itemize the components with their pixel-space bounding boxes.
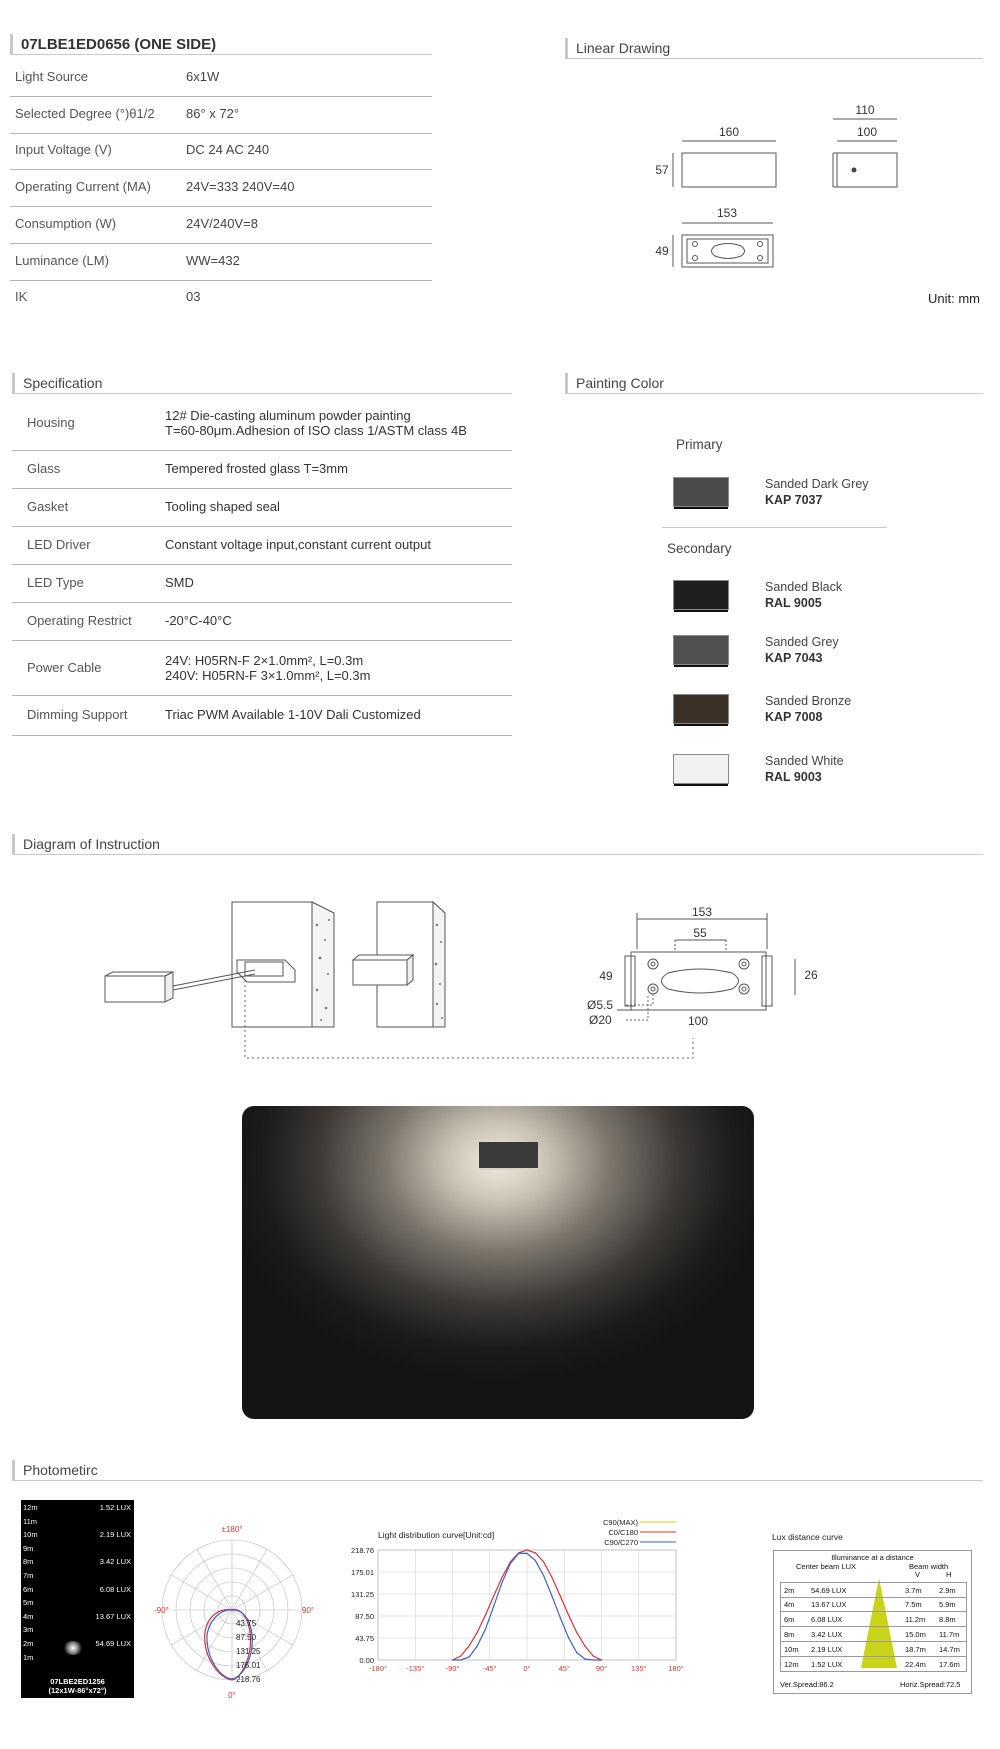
polar-ring-5: 218.76 [236,1675,261,1684]
illum-v: 7.5m [905,1600,922,1609]
instruction-title [12,834,160,854]
color-code: KAP 7037 [765,493,823,507]
series-point [576,1652,577,1653]
y-tick-label: 175.01 [351,1568,374,1577]
chart-legend [603,1518,676,1547]
product-row-label: Selected Degree (°)θ1/2 [15,105,155,121]
polar-bottom-label: 0° [228,1691,236,1700]
illum-h: 2.9m [939,1586,956,1595]
y-tick-label: 218.76 [351,1546,374,1555]
spec-row-label: Glass [27,461,61,476]
color-name: Sanded Bronze [765,694,852,708]
lux-curve-title: Lux distance curve [772,1532,843,1542]
chart-title: Light distribution curve[Unit:cd] [378,1530,495,1540]
spec-row-value-line1: Constant voltage input,constant current output [165,537,431,552]
dim-front-h: 57 [655,163,669,177]
lux-value-label: 2.19 LUX [99,1530,131,1539]
product-row-value: WW=432 [186,252,240,268]
x-tick-label: -45° [482,1664,497,1673]
series-point [593,1659,594,1660]
photometric-title [12,1460,98,1480]
spec-row-value-line1: Tooling shaped seal [165,499,280,514]
series-point [477,1632,478,1633]
spec-row-value [165,537,431,552]
hole-leader-1 [626,992,653,1005]
dim-side-inner: 100 [856,125,878,139]
product-row [10,59,432,97]
color-swatch [673,580,729,610]
color-swatch [673,754,729,784]
illum-row [780,1582,967,1598]
lux-value-label: 54.69 LUX [95,1639,131,1648]
color-name: Sanded Dark Grey [765,477,869,491]
spec-row-value-line2: 240V: H05RN-F 3×1.0mm², L=0.3m [165,667,371,683]
y-tick-label: 131.25 [351,1590,374,1599]
product-title-bar [10,34,216,54]
illum-lux: 13.67 LUX [811,1600,847,1609]
legend-label: C90(MAX) [602,1518,638,1527]
lux-distance-label: 11m [23,1516,38,1526]
polar-ring-3: 131.25 [236,1647,261,1656]
series-point [477,1645,478,1646]
lux-distance-label: 9m [23,1543,34,1553]
x-tick-label: 90° [595,1664,608,1673]
series-point [543,1575,544,1576]
product-row-label: IK [15,289,28,305]
polar-ring-1: 43.75 [236,1619,257,1628]
y-tick-label: 87.50 [355,1612,374,1621]
series-point [485,1628,486,1629]
color-swatch-label [765,476,869,508]
spec-row-label: Power Cable [27,659,102,675]
hole-leader-2 [626,995,648,1020]
polar-ring-4: 175.01 [236,1661,261,1670]
spec-row-value-line1: 12# Die-casting aluminum powder painting [165,407,411,423]
plate-view [673,223,773,267]
product-row [10,132,432,170]
series-point [485,1614,486,1615]
spec-row [12,450,512,489]
product-row [10,96,432,134]
color-name: Sanded Grey [765,635,839,649]
color-swatch-label [765,634,839,666]
spec-row-value-line1: -20°C-40°C [165,613,232,628]
product-row-label: Light Source [15,69,88,84]
spec-row-value-line1: Tempered frosted glass T=3mm [165,461,348,476]
product-row-value: 24V=333 240V=40 [186,179,295,195]
legend-label: C0/C180 [608,1528,638,1537]
dim-instr-hole1: Ø5.5 [587,998,614,1012]
series-point [568,1637,569,1638]
illum-lux: 54.69 LUX [811,1586,847,1595]
lux-value-label: 1.52 LUX [99,1503,131,1512]
illum-distance: 12m [784,1660,799,1669]
painting-title [565,373,664,393]
spec-row-value-line1: 24V: H05RN-F 2×1.0mm², L=0.3m [165,652,364,668]
instruction-title-text: Diagram of Instruction [23,836,160,852]
spec-row-label: Gasket [27,499,69,514]
beam-photo [242,1106,754,1419]
spec-row-label: Housing [27,414,75,430]
spec-row [12,695,512,736]
lux-scale-glow [63,1641,83,1655]
series-point [543,1561,544,1562]
series-point [535,1560,536,1561]
series-point [584,1658,585,1659]
illum-distance: 8m [784,1630,795,1639]
linear-drawing-title [565,38,670,58]
color-code: RAL 9003 [765,770,822,784]
series-point [551,1576,552,1577]
series-point [526,1549,527,1550]
series-point [518,1553,519,1554]
color-code: KAP 7008 [765,710,823,724]
spec-row-value [165,461,348,476]
series-point [502,1581,503,1582]
product-row-value: 24V/240V=8 [186,215,258,231]
series-point [601,1659,602,1660]
spec-row [12,640,512,696]
series-point [502,1576,503,1577]
illum-v: 18.7m [905,1645,926,1654]
linear-drawing-svg [640,95,1000,305]
spec-row-value [165,613,232,628]
lux-value-label: 13.67 LUX [95,1612,131,1621]
illum-hor-spread: Horiz.Spread:72.5 [900,1680,961,1689]
spec-row-value-line1: Triac PWM Available 1-10V Dali Customized [165,707,421,722]
illum-v: 22.4m [905,1660,926,1669]
instruction-svg [95,880,915,1080]
polar-left-label: -90° [154,1606,169,1615]
chart-grid [351,1546,684,1673]
product-row [10,279,432,316]
spec-row-value-line1: SMD [165,575,194,590]
illum-row [780,1627,967,1642]
lux-distance-label: 10m [23,1530,38,1540]
illum-v: 11.2m [905,1615,926,1624]
spec-row [12,564,512,603]
dim-instr-bottom: 100 [687,1014,709,1028]
series-point [560,1617,561,1618]
lux-scale-panel [21,1500,134,1698]
dim-instr-hole2: Ø20 [589,1013,612,1027]
x-tick-label: -90° [445,1664,460,1673]
illum-lux: 2.19 LUX [811,1645,843,1654]
series-point [593,1655,594,1656]
primary-divider [662,527,887,528]
primary-label: Primary [676,437,723,452]
unit-label: Unit: mm [928,291,980,306]
series-point [468,1656,469,1657]
x-tick-label: 180° [668,1664,684,1673]
dim-plate-h: 49 [655,244,669,258]
x-tick-label: 135° [630,1664,647,1673]
spec-row-label: LED Driver [27,537,91,552]
dim-instr-w: 153 [691,905,713,919]
illum-col-beam: Beam width [909,1562,949,1571]
front-view [673,141,776,187]
series-point [568,1614,569,1615]
spec-row-value-line2: T=60-80μm.Adhesion of ISO class 1/ASTM class 4B [165,422,467,438]
series-point [576,1632,577,1633]
product-row-value: 03 [186,289,201,305]
lux-distance-label: 1m [23,1652,34,1662]
spec-title-line [12,393,512,394]
y-tick-label: 43.75 [355,1634,374,1643]
product-row-label: Input Voltage (V) [15,142,112,158]
distribution-chart [340,1508,760,1703]
spec-row-label: LED Type [27,575,84,590]
polar-right-label: 90° [302,1606,315,1615]
lux-scale-footer-1: 07LBE2ED1256 [50,1677,105,1686]
spec-row [12,602,512,641]
illum-lux: 3.42 LUX [811,1630,843,1639]
y-tick-label: 0.00 [359,1656,374,1665]
illum-h: 11.7m [939,1630,960,1639]
spec-row-value [165,575,194,590]
product-row [10,169,432,207]
dim-side-outer: 110 [855,103,875,117]
color-name: Sanded Black [765,580,843,594]
lux-distance-label: 5m [23,1598,34,1608]
color-swatch-label [765,753,844,785]
product-row-value: DC 24 AC 240 [186,142,270,158]
series-point [460,1659,461,1660]
illum-row [780,1642,967,1657]
x-tick-label: 45° [558,1664,570,1673]
series-point [493,1605,494,1606]
illum-distance: 2m [784,1586,795,1595]
lux-value-label: 6.08 LUX [99,1585,131,1594]
series-point [526,1553,527,1554]
dim-instr-right: 26 [804,968,818,982]
spec-row-label: Dimming Support [27,707,128,722]
instruction-title-line [12,854,983,855]
color-swatch [673,635,729,665]
illum-h: 14.7m [939,1645,960,1654]
illum-distance: 6m [784,1615,795,1624]
illum-row [780,1612,967,1627]
spec-row-value [165,653,370,683]
series-point [510,1563,511,1564]
linear-drawing-title-text: Linear Drawing [576,40,671,56]
product-row [10,206,432,244]
mount-bracket [237,960,295,982]
illum-h: 8.8m [939,1615,956,1624]
series-point [460,1655,461,1656]
photometric-title-line [12,1480,983,1481]
illum-distance: 10m [784,1645,799,1654]
spec-title-text: Specification [23,375,103,391]
lux-distance-label: 2m [23,1639,34,1648]
illum-col-center: Center beam LUX [796,1562,857,1571]
illum-v: 3.7m [905,1586,922,1595]
series-point [560,1595,561,1596]
legend-label: C90/C270 [604,1538,638,1547]
product-row-label: Consumption (W) [15,215,117,231]
illum-row [780,1597,967,1612]
series-point [468,1645,469,1646]
side-screw-icon [852,168,857,173]
series-point [535,1552,536,1553]
color-swatch-label [765,579,842,611]
painting-title-text: Painting Color [576,375,664,391]
dim-front-w: 160 [718,125,740,139]
spec-row [12,395,512,451]
illum-v: 15.0m [905,1630,926,1639]
polar-top-label: ±180° [221,1525,243,1534]
illum-h: 5.9m [939,1600,956,1609]
lux-scale-footer-2: (12x1W-86°x72°) [48,1686,107,1695]
illum-lux: 1.52 LUX [811,1660,843,1669]
lux-distance-label: 8m [23,1557,34,1567]
spec-row-label: Operating Restrict [27,613,132,628]
dim-instr-h: 49 [599,969,613,983]
series-point [551,1595,552,1596]
dim-instr-slot: 55 [693,926,707,940]
lux-distance-label: 3m [23,1625,34,1635]
fixture-mounted [353,955,413,985]
spec-row [12,526,512,565]
product-row-label: Luminance (LM) [15,252,109,268]
product-row [10,243,432,281]
spec-row-value [165,707,421,722]
color-code: KAP 7043 [765,651,823,665]
secondary-label: Secondary [667,541,732,556]
lux-distance-label: 7m [23,1571,34,1580]
series-point [584,1645,585,1646]
product-title-line [10,54,432,55]
color-swatch [673,694,729,724]
x-tick-label: -135° [406,1664,425,1673]
color-name: Sanded White [765,754,844,768]
lux-distance-label: 4m [23,1611,34,1621]
illum-col-v: V [915,1570,921,1579]
illum-title: Illuminance at a distance [831,1553,914,1562]
lux-distance-label: 12m [23,1503,38,1512]
dim-plate-w: 153 [716,206,738,220]
x-tick-label: -180° [368,1664,388,1673]
illum-col-h: H [946,1570,952,1579]
product-row-value: 86° x 72° [186,105,240,121]
illum-lux: 6.08 LUX [811,1615,843,1624]
series-point [452,1659,453,1660]
beam-photo-fixture [479,1142,538,1170]
photometric-title-text: Photometirc [23,1462,98,1478]
spec-row [12,488,512,527]
color-code: RAL 9005 [765,596,822,610]
painting-title-line [565,393,983,394]
product-row-value: 6x1W [186,69,220,84]
color-swatch [673,477,729,507]
polar-chart [150,1520,320,1700]
color-swatch-label [765,693,851,725]
spec-row-value [165,408,467,438]
product-title: 07LBE1ED0656 (ONE SIDE) [21,36,217,53]
illum-h: 17.6m [939,1660,960,1669]
illum-ver-spread: Ver.Spread:86.2 [780,1680,834,1689]
illum-distance: 4m [784,1600,795,1609]
series-point [493,1595,494,1596]
lux-value-label: 3.42 LUX [99,1557,131,1566]
spec-title [12,373,102,393]
lux-distance-label: 6m [23,1584,34,1594]
illuminance-table [773,1550,972,1694]
x-tick-label: 0° [523,1664,531,1673]
illum-row [780,1657,967,1672]
product-row-label: Operating Current (MA) [15,179,151,195]
spec-row-value [165,499,280,514]
polar-ring-2: 87.50 [236,1633,257,1642]
linear-drawing-line [565,58,983,59]
